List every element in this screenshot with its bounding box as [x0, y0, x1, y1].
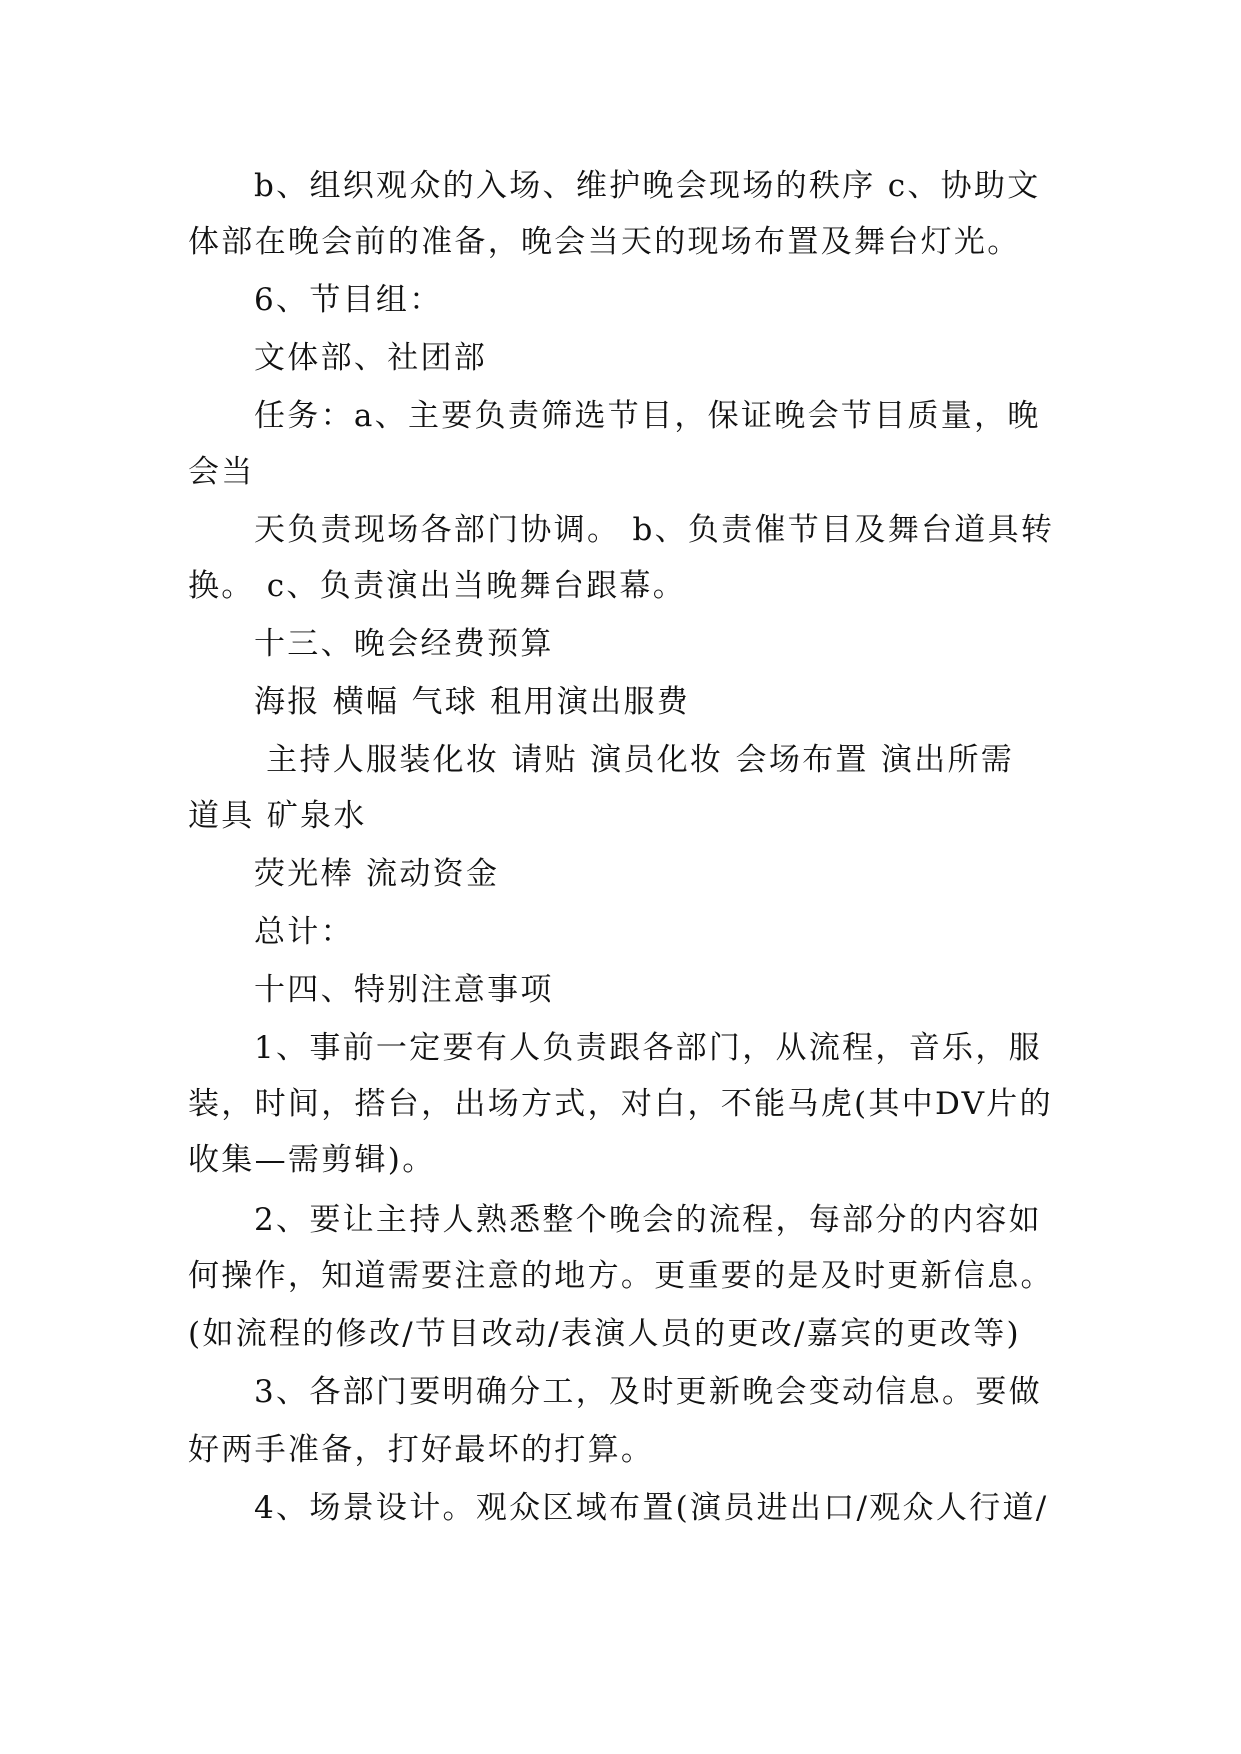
text-line: (如流程的修改/节目改动/表演人员的更改/嘉宾的更改等)	[188, 1316, 1021, 1352]
text-line: 十三、晚会经费预算	[254, 626, 554, 662]
text-line: 任务：a、主要负责筛选节目，保证晚会节目质量，晚	[254, 398, 1041, 434]
text-line: b、组织观众的入场、维护晚会现场的秩序 c、协助文	[254, 168, 1041, 204]
text-line: 3、各部门要明确分工，及时更新晚会变动信息。要做	[254, 1374, 1042, 1410]
text-line: 何操作，知道需要注意的地方。更重要的是及时更新信息。	[188, 1258, 1054, 1294]
text-line: 1、事前一定要有人负责跟各部门，从流程，音乐，服	[254, 1030, 1042, 1066]
text-line: 道具 矿泉水	[188, 798, 367, 834]
text-line: 2、要让主持人熟悉整个晚会的流程，每部分的内容如	[254, 1202, 1042, 1238]
text-line: 文体部、社团部	[254, 340, 488, 376]
text-line: 主持人服装化妆 请贴 演员化妆 会场布置 演出所需	[254, 742, 1015, 778]
text-line: 荧光棒 流动资金	[254, 856, 500, 892]
text-line: 天负责现场各部门协调。 b、负责催节目及舞台道具转	[254, 512, 1055, 548]
text-line: 好两手准备，打好最坏的打算。	[188, 1432, 655, 1468]
text-line: 会当	[188, 454, 255, 490]
text-line: 收集—需剪辑)。	[188, 1142, 436, 1178]
text-line: 换。 c、负责演出当晚舞台跟幕。	[188, 568, 687, 604]
text-line: 体部在晚会前的准备，晚会当天的现场布置及舞台灯光。	[188, 224, 1021, 260]
text-line: 6、节目组：	[254, 282, 443, 318]
text-line: 装，时间，搭台，出场方式，对白，不能马虎(其中DV片的	[188, 1086, 1053, 1122]
text-line: 海报 横幅 气球 租用演出服费	[254, 684, 691, 720]
text-line: 4、场景设计。观众区域布置(演员进出口/观众人行道/	[254, 1490, 1049, 1526]
text-line: 总计：	[254, 914, 354, 950]
text-line: 十四、特别注意事项	[254, 972, 554, 1008]
